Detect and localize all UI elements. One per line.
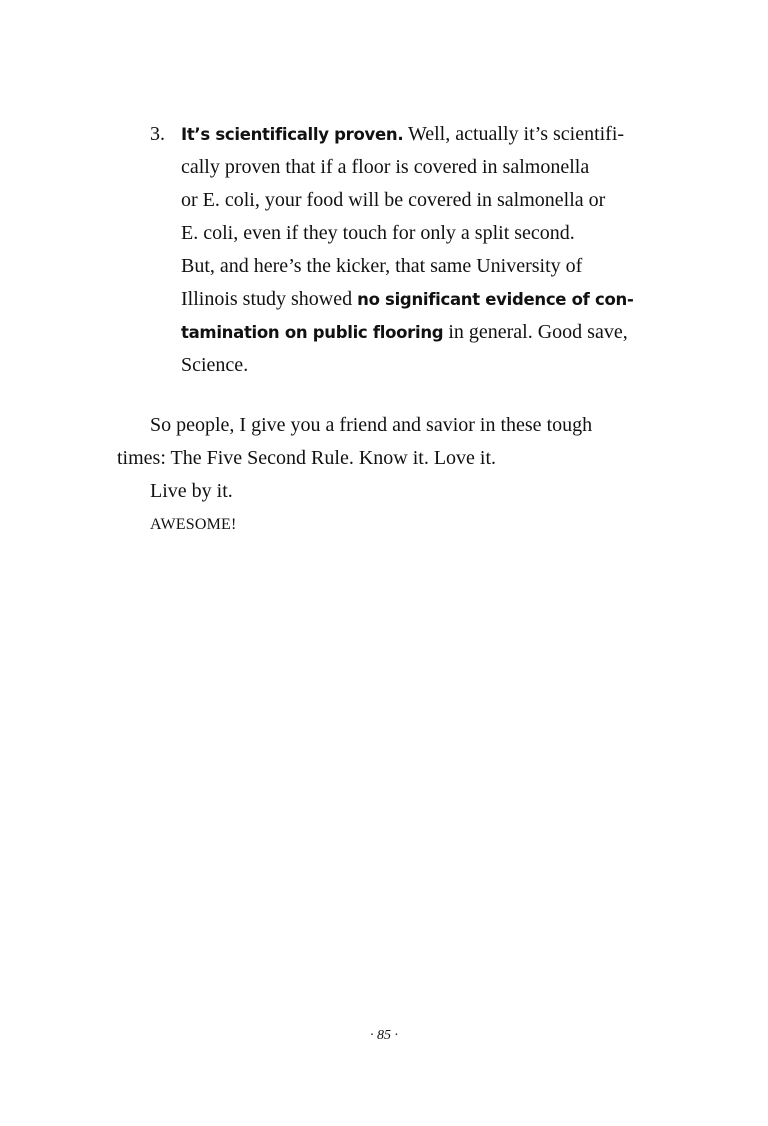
text-run: in general. Good save,	[443, 321, 628, 343]
text-run: Science.	[181, 354, 249, 376]
text-line	[181, 217, 651, 250]
text-run: E. coli, even if they touch for only a split second.	[181, 222, 575, 244]
list-item-text	[181, 118, 651, 382]
closing-line-1: So people, I give you a friend and savior in these tough	[150, 414, 593, 436]
text-run: or E. coli, your food will be covered in salmonella or	[181, 189, 606, 211]
text-line	[181, 118, 651, 151]
text-line	[181, 349, 651, 382]
text-line	[181, 151, 651, 184]
text-line	[181, 283, 651, 316]
text-run: But, and here’s the kicker, that same University of	[181, 255, 583, 277]
text-line	[181, 316, 651, 349]
text-line	[181, 250, 651, 283]
closing-exclamation: AWESOME!	[150, 516, 237, 533]
text-line	[181, 184, 651, 217]
text-run: cally proven that if a floor is covered in salmonella	[181, 156, 590, 178]
closing-line-2: times: The Five Second Rule. Know it. Love it.	[117, 447, 497, 469]
bold-phrase: tamination on public flooring	[181, 323, 444, 342]
bold-phrase: It’s scientifically proven.	[181, 125, 404, 144]
list-item-number: 3.	[150, 123, 165, 145]
page-number: · 85 ·	[370, 1028, 398, 1043]
text-run: Well, actually it’s scientifi-	[403, 123, 625, 145]
text-run: Illinois study showed	[181, 288, 358, 310]
closing-line-3: Live by it.	[150, 480, 233, 502]
bold-phrase: no significant evidence of con-	[357, 290, 634, 309]
closing-paragraph	[117, 409, 677, 541]
